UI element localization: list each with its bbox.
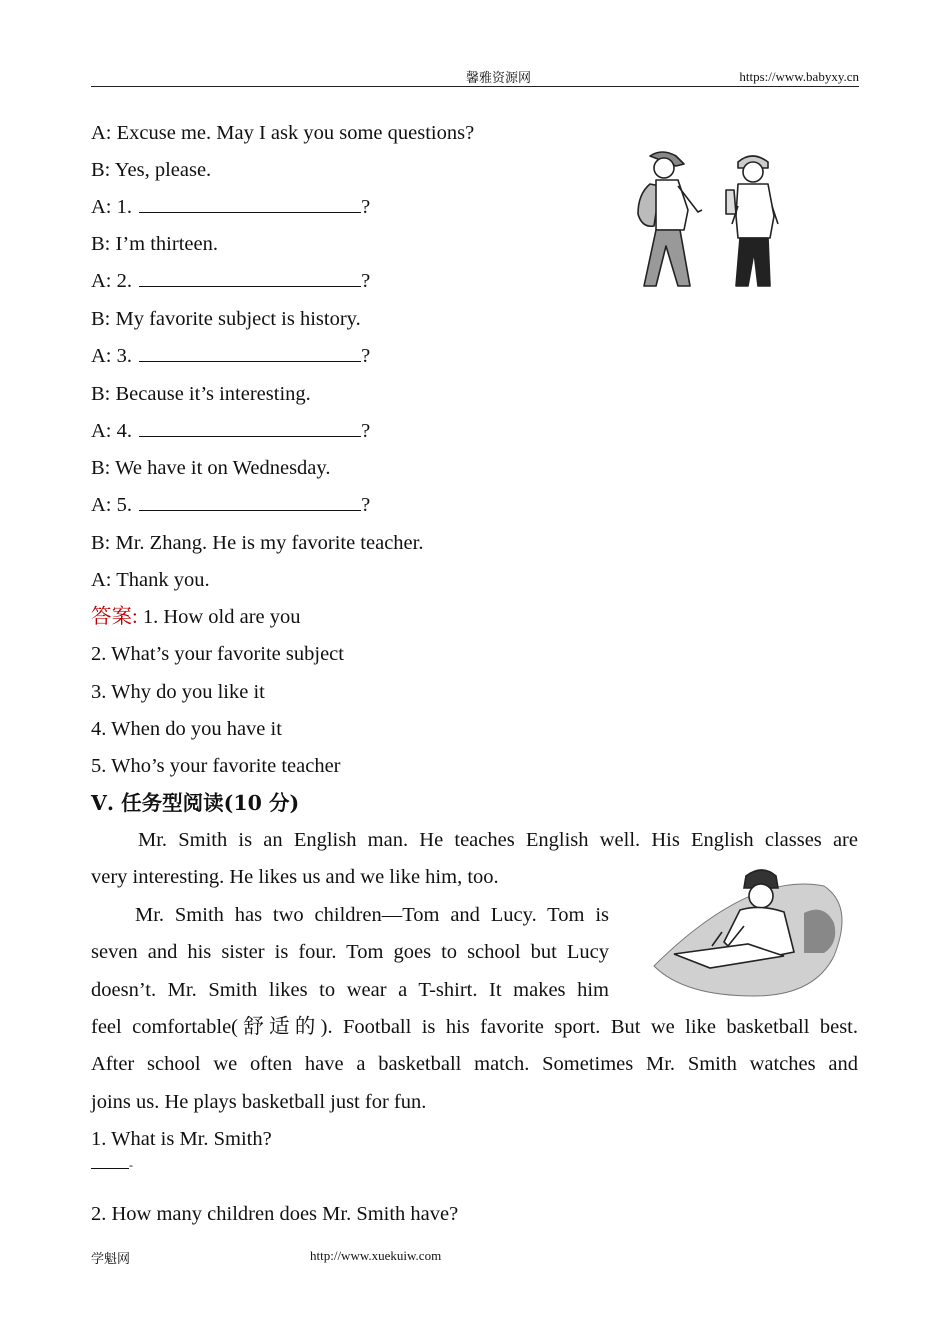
answer-blank[interactable]: [139, 418, 361, 437]
question-1: 1. What is Mr. Smith?: [91, 1128, 272, 1150]
dialogue-line: B: Because it’s interesting.: [91, 383, 311, 405]
answer-line: 3. Why do you like it: [91, 681, 265, 703]
section-title: Ⅴ. 任务型阅读(10 分): [91, 791, 300, 815]
dialogue-line: A: Excuse me. May I ask you some questions?: [91, 122, 475, 144]
footer-site-name: 学魁网: [91, 1251, 131, 1266]
dialogue-line: B: I’m thirteen.: [91, 233, 218, 255]
answer-blank[interactable]: [139, 492, 361, 511]
dialogue-line: A: 2. ?: [91, 270, 371, 292]
dialogue-line: A: 5. ?: [91, 494, 371, 516]
teacher-writing-illustration: [644, 858, 844, 998]
answer-label: 答案:: [91, 606, 138, 628]
answer-line: 4. When do you have it: [91, 718, 282, 740]
passage-paragraph-2a: Mr. Smith has two children—Tom and Lucy. Tom is seven and his sister is four. Tom goes to school but Lucy doesn’t. Mr. Smith likes to wear a T-shirt. It makes him: [91, 904, 609, 1001]
passage-paragraph-2b: feel comfortable(舒适的). Football is his favorite sport. But we like basketball best. After school we often have a basketball match. Sometimes Mr. Smith watches and joins us. He plays basketball just for fun.: [91, 1016, 858, 1113]
answer-line: 2. What’s your favorite subject: [91, 643, 344, 665]
answer-line: 5. Who’s your favorite teacher: [91, 755, 341, 777]
question-2: 2. How many children does Mr. Smith have?: [91, 1203, 459, 1225]
header-site-name: 馨雅资源网: [466, 70, 532, 85]
header-url[interactable]: https://www.babyxy.cn: [739, 69, 859, 84]
passage-paragraph-1: Mr. Smith is an English man. He teaches English well. His English classes are very interesting. He likes us and we like him, too.: [91, 829, 858, 889]
answer-blank[interactable]: [139, 343, 361, 362]
answer-line: 答案: 1. How old are you: [91, 606, 301, 628]
dialogue-line: A: 4. ?: [91, 420, 371, 442]
dialogue-line: A: 3. ?: [91, 345, 371, 367]
dialogue-line: B: My favorite subject is history.: [91, 308, 361, 330]
dialogue-line: B: Yes, please.: [91, 159, 212, 181]
dialogue-line: A: 1. ?: [91, 196, 371, 218]
students-walking-illustration: [626, 146, 796, 296]
dialogue-line: A: Thank you.: [91, 569, 210, 591]
answer-blank[interactable]: [139, 194, 361, 213]
dialogue-line: B: Mr. Zhang. He is my favorite teacher.: [91, 532, 424, 554]
page-header: [91, 66, 859, 87]
dialogue-line: B: We have it on Wednesday.: [91, 457, 331, 479]
answer-line-blank[interactable]: -: [91, 1152, 133, 1175]
footer-url[interactable]: http://www.xuekuiw.com: [310, 1248, 442, 1263]
answer-blank[interactable]: [139, 268, 361, 287]
